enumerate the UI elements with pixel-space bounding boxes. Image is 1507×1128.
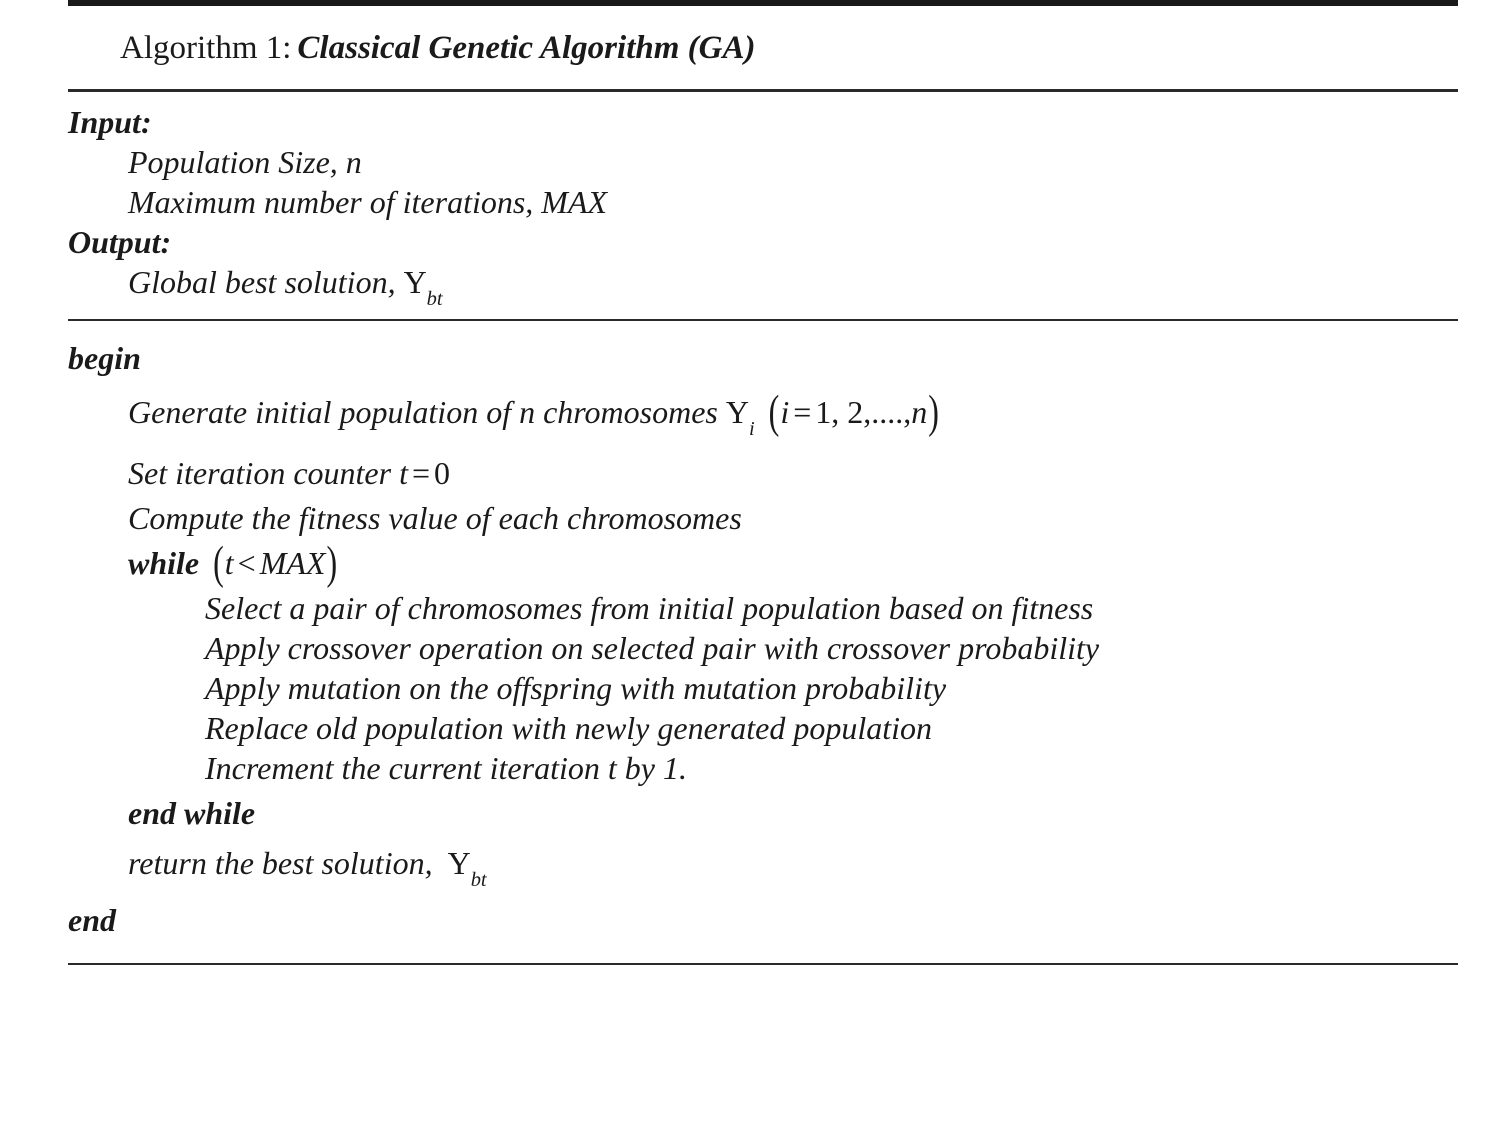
loop-step-mutation: Apply mutation on the offspring with mutation probability — [205, 670, 947, 706]
generate-range-expr — [768, 385, 940, 438]
loop-step-replace: Replace old population with newly generated population — [205, 710, 932, 746]
output-item-var: Y — [403, 264, 427, 301]
increment-prefix: Increment the current iteration — [205, 750, 608, 786]
step-return-best — [68, 838, 1458, 895]
step-generate-population — [68, 383, 1458, 448]
counter-value: 0 — [434, 455, 450, 491]
while-keyword: while — [128, 545, 200, 581]
paren-close: ) — [928, 385, 939, 438]
return-var: Y — [447, 845, 471, 881]
step-set-counter — [68, 448, 1458, 498]
step-compute-fitness: Compute the fitness value of each chromosomes — [128, 500, 742, 536]
while-lhs: t — [224, 545, 234, 581]
io-section — [68, 92, 1458, 319]
loop-step-increment — [68, 748, 1458, 788]
input-item-population-size: Population Size, n — [128, 144, 362, 181]
range-last: n — [911, 394, 928, 431]
input-item-max-iterations: Maximum number of iterations, MAX — [128, 184, 608, 221]
generate-subscript: i — [748, 418, 755, 441]
while-condition — [212, 536, 338, 589]
while-rhs: MAX — [259, 545, 326, 581]
while-statement — [68, 538, 1458, 588]
set-counter-text: Set iteration counter — [128, 455, 400, 491]
while-paren-open: ( — [213, 536, 224, 589]
output-item-subscript: bt — [426, 288, 443, 311]
counter-var: t — [399, 455, 408, 491]
generate-var: Y — [725, 394, 749, 431]
algorithm-title-prefix: Algorithm 1: — [120, 30, 292, 66]
output-item-text: Global best solution, — [128, 264, 404, 301]
input-label: Input: — [68, 104, 152, 141]
return-subscript: bt — [470, 868, 487, 891]
end-while-label: end while — [128, 795, 256, 831]
counter-equals: = — [411, 455, 430, 491]
generate-text: Generate initial population of n chromosomes — [128, 394, 726, 431]
while-operator: < — [237, 545, 256, 581]
end-label: end — [68, 901, 116, 938]
bottom-rule — [68, 963, 1458, 965]
return-text: return the best solution, — [128, 845, 441, 881]
range-equals: = — [793, 394, 812, 431]
output-label: Output: — [68, 224, 172, 261]
increment-var: t — [607, 750, 617, 786]
algorithm-title — [68, 6, 1458, 89]
algorithm-box — [68, 0, 1458, 965]
set-counter-expr — [399, 455, 450, 491]
loop-step-select: Select a pair of chromosomes from initial population based on fitness — [205, 590, 1094, 626]
algorithm-title-name: Classical Genetic Algorithm (GA) — [297, 30, 756, 66]
paren-open: ( — [768, 385, 780, 438]
range-index-var: i — [780, 394, 790, 431]
range-values: 1, 2,...., — [815, 394, 912, 431]
while-paren-close: ) — [326, 536, 338, 589]
loop-step-crossover: Apply crossover operation on selected pair with crossover probability — [205, 630, 1100, 666]
begin-label: begin — [68, 340, 141, 377]
output-item-global-best — [68, 262, 1458, 309]
increment-suffix: by 1. — [616, 750, 687, 786]
algorithm-body — [68, 321, 1458, 963]
